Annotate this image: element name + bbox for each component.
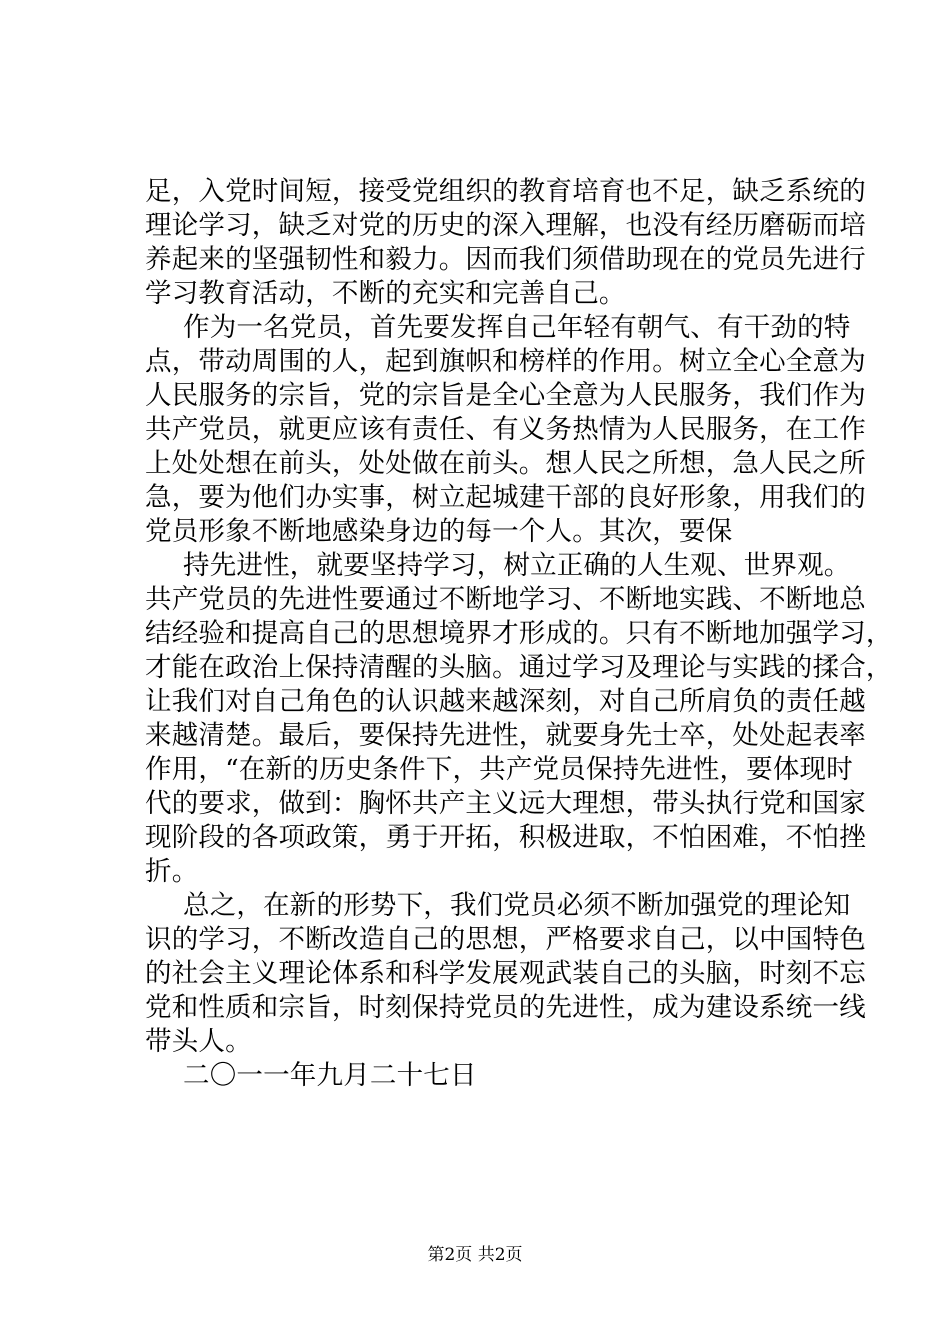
text-line: 识的学习，不断改造自己的思想，严格要求自己，以中国特色 [145, 924, 866, 955]
text-line: 来越清楚。最后，要保持先进性，就要身先士卒，处处起表率 [145, 720, 866, 751]
text-line: 作用，“在新的历史条件下，共产党员保持先进性，要体现时 [145, 754, 853, 785]
text-line: 党员形象不断地感染身边的每一个人。其次，要保 [145, 516, 733, 547]
text-line: 带头人。 [145, 1026, 252, 1057]
text-line: 结经验和提高自己的思想境界才形成的。只有不断地加强学习， [145, 618, 893, 649]
text-line: 现阶段的各项政策，勇于开拓，积极进取，不怕困难，不怕挫 [145, 822, 866, 853]
text-line: 急，要为他们办实事，树立起城建干部的良好形象，用我们的 [145, 482, 866, 513]
paragraph-first-line: 持先进性，就要坚持学习，树立正确的人生观、世界观。 [183, 550, 851, 581]
text-line: 理论学习，缺乏对党的历史的深入理解，也没有经历磨砺而培 [145, 210, 866, 241]
text-line: 让我们对自己角色的认识越来越深刻，对自己所肩负的责任越 [145, 686, 866, 717]
text-line: 养起来的坚强韧性和毅力。因而我们须借助现在的党员先进行 [145, 244, 866, 275]
text-line: 上处处想在前头，处处做在前头。想人民之所想，急人民之所 [145, 448, 866, 479]
text-line: 学习教育活动，不断的充实和完善自己。 [145, 278, 626, 309]
text-line: 的社会主义理论体系和科学发展观武装自己的头脑，时刻不忘 [145, 958, 866, 989]
text-line: 折。 [145, 856, 199, 887]
text-line: 人民服务的宗旨，党的宗旨是全心全意为人民服务，我们作为 [145, 380, 866, 411]
text-line: 足，入党时间短，接受党组织的教育培育也不足，缺乏系统的 [145, 176, 866, 207]
text-line: 党和性质和宗旨，时刻保持党员的先进性，成为建设系统一线 [145, 992, 866, 1023]
text-line: 共产党员的先进性要通过不断地学习、不断地实践、不断地总 [145, 584, 866, 615]
date-line: 二〇一一年九月二十七日 [183, 1060, 477, 1091]
paragraph-first-line: 作为一名党员，首先要发挥自己年轻有朝气、有干劲的特 [183, 312, 851, 343]
text-line: 点，带动周围的人，起到旗帜和榜样的作用。树立全心全意为 [145, 346, 866, 377]
text-line: 共产党员，就更应该有责任、有义务热情为人民服务，在工作 [145, 414, 866, 445]
text-line: 代的要求，做到：胸怀共产主义远大理想，带头执行党和国家 [145, 788, 866, 819]
paragraph-first-line: 总之，在新的形势下，我们党员必须不断加强党的理论知 [183, 890, 851, 921]
page-number-footer: 第2页 共2页 [427, 1245, 523, 1265]
text-line: 才能在政治上保持清醒的头脑。通过学习及理论与实践的揉合， [145, 652, 893, 683]
